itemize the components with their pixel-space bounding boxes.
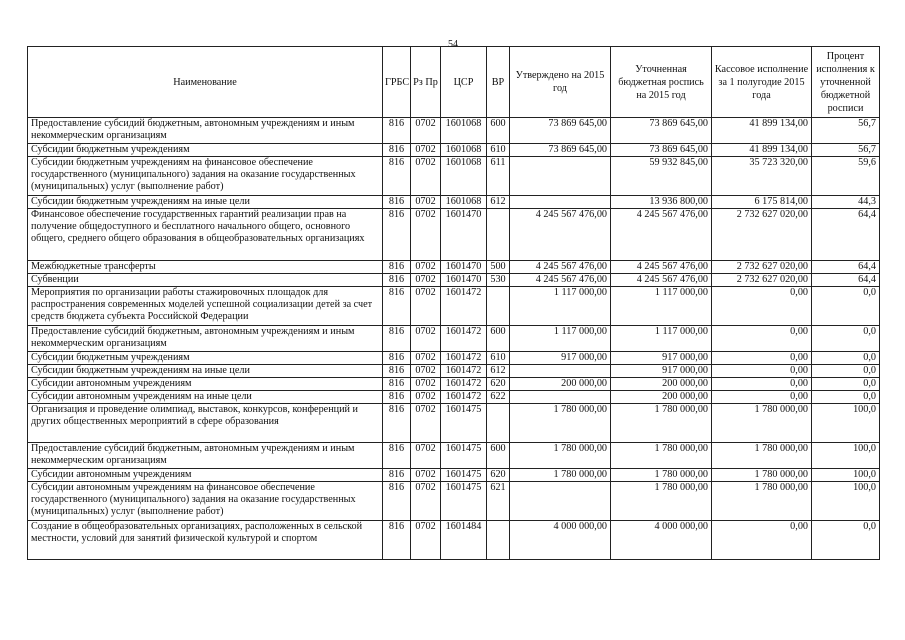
header-vr: ВР	[487, 47, 510, 118]
cell-vr: 610	[487, 144, 510, 157]
cell-vr: 620	[487, 378, 510, 391]
cell-approved: 73 869 645,00	[510, 144, 611, 157]
cell-percent: 56,7	[812, 118, 880, 144]
cell-csr: 1601068	[441, 118, 487, 144]
table-row	[28, 209, 880, 261]
cell-name: Организация и проведение олимпиад, выставок, конкурсов, конференций и других общественных мероприятий в сфере образования	[28, 404, 383, 443]
cell-grbs: 816	[383, 209, 411, 261]
cell-percent: 0,0	[812, 391, 880, 404]
cell-cash: 41 899 134,00	[712, 144, 812, 157]
table-row	[28, 482, 880, 521]
cell-name: Субсидии бюджетным учреждениям на иные цели	[28, 196, 383, 209]
cell-rzpr: 0702	[411, 261, 441, 274]
cell-percent: 0,0	[812, 352, 880, 365]
cell-approved: 1 780 000,00	[510, 469, 611, 482]
cell-name: Финансовое обеспечение государственных гарантий реализации прав на получение общедоступного и бесплатного начального общего, основного общего, среднего общего образования в общеобразовательных организациях	[28, 209, 383, 261]
cell-refined: 917 000,00	[611, 352, 712, 365]
cell-name: Предоставление субсидий бюджетным, автономным учреждениям и иным некоммерческим организациям	[28, 443, 383, 469]
cell-approved: 1 780 000,00	[510, 443, 611, 469]
cell-grbs: 816	[383, 469, 411, 482]
cell-approved	[510, 391, 611, 404]
cell-csr: 1601484	[441, 521, 487, 560]
cell-name: Субсидии автономным учреждениям на финансовое обеспечение государственного (муниципального) задания на оказание государственных (муниципальных) услуг (выполнение работ)	[28, 482, 383, 521]
cell-percent: 0,0	[812, 378, 880, 391]
cell-rzpr: 0702	[411, 157, 441, 196]
cell-rzpr: 0702	[411, 209, 441, 261]
cell-refined: 13 936 800,00	[611, 196, 712, 209]
table-header-row	[28, 47, 880, 118]
cell-vr: 610	[487, 352, 510, 365]
cell-rzpr: 0702	[411, 443, 441, 469]
cell-grbs: 816	[383, 261, 411, 274]
page-number: 54	[448, 39, 458, 50]
cell-refined: 200 000,00	[611, 391, 712, 404]
header-cash: Кассовое исполнение за 1 полугодие 2015 года	[712, 47, 812, 118]
cell-name: Субсидии бюджетным учреждениям	[28, 352, 383, 365]
cell-name: Предоставление субсидий бюджетным, автономным учреждениям и иным некоммерческим организациям	[28, 326, 383, 352]
cell-percent: 100,0	[812, 443, 880, 469]
cell-grbs: 816	[383, 352, 411, 365]
cell-percent: 0,0	[812, 326, 880, 352]
cell-vr	[487, 209, 510, 261]
cell-cash: 0,00	[712, 378, 812, 391]
cell-name: Субсидии автономным учреждениям	[28, 469, 383, 482]
cell-cash: 2 732 627 020,00	[712, 261, 812, 274]
table-row	[28, 521, 880, 560]
cell-refined: 4 245 567 476,00	[611, 209, 712, 261]
cell-percent: 100,0	[812, 404, 880, 443]
cell-name: Субсидии бюджетным учреждениям на иные цели	[28, 365, 383, 378]
cell-csr: 1601068	[441, 157, 487, 196]
cell-vr: 622	[487, 391, 510, 404]
table-row	[28, 443, 880, 469]
cell-grbs: 816	[383, 378, 411, 391]
cell-rzpr: 0702	[411, 482, 441, 521]
cell-name: Субсидии бюджетным учреждениям на финансовое обеспечение государственного (муниципального) задания на оказание государственных (муниципальных) услуг (выполнение работ)	[28, 157, 383, 196]
cell-approved: 4 245 567 476,00	[510, 209, 611, 261]
cell-grbs: 816	[383, 196, 411, 209]
cell-vr: 621	[487, 482, 510, 521]
cell-refined: 1 117 000,00	[611, 287, 712, 326]
cell-csr: 1601475	[441, 469, 487, 482]
table-row	[28, 196, 880, 209]
cell-grbs: 816	[383, 365, 411, 378]
cell-refined: 73 869 645,00	[611, 144, 712, 157]
cell-refined: 1 117 000,00	[611, 326, 712, 352]
header-name: Наименование	[28, 47, 383, 118]
cell-vr	[487, 287, 510, 326]
cell-approved: 4 000 000,00	[510, 521, 611, 560]
cell-grbs: 816	[383, 482, 411, 521]
cell-refined: 4 000 000,00	[611, 521, 712, 560]
cell-refined: 59 932 845,00	[611, 157, 712, 196]
cell-csr: 1601470	[441, 261, 487, 274]
cell-rzpr: 0702	[411, 352, 441, 365]
cell-cash: 1 780 000,00	[712, 404, 812, 443]
cell-csr: 1601475	[441, 482, 487, 521]
header-csr: ЦСР	[441, 47, 487, 118]
cell-refined: 200 000,00	[611, 378, 712, 391]
header-rzpr: Рз Пр	[411, 47, 441, 118]
cell-csr: 1601472	[441, 287, 487, 326]
cell-approved: 1 780 000,00	[510, 404, 611, 443]
cell-rzpr: 0702	[411, 365, 441, 378]
cell-approved: 917 000,00	[510, 352, 611, 365]
cell-percent: 0,0	[812, 287, 880, 326]
header-grbs: ГРБС	[383, 47, 411, 118]
cell-rzpr: 0702	[411, 196, 441, 209]
cell-csr: 1601475	[441, 443, 487, 469]
table-row	[28, 404, 880, 443]
cell-approved: 1 117 000,00	[510, 287, 611, 326]
cell-vr: 620	[487, 469, 510, 482]
cell-grbs: 816	[383, 157, 411, 196]
cell-csr: 1601470	[441, 209, 487, 261]
cell-percent: 56,7	[812, 144, 880, 157]
cell-cash: 35 723 320,00	[712, 157, 812, 196]
cell-rzpr: 0702	[411, 391, 441, 404]
cell-rzpr: 0702	[411, 404, 441, 443]
cell-approved	[510, 157, 611, 196]
cell-cash: 0,00	[712, 365, 812, 378]
cell-grbs: 816	[383, 287, 411, 326]
cell-refined: 4 245 567 476,00	[611, 261, 712, 274]
table-row	[28, 469, 880, 482]
header-refined: Уточненная бюджетная роспись на 2015 год	[611, 47, 712, 118]
cell-approved	[510, 482, 611, 521]
cell-grbs: 816	[383, 118, 411, 144]
cell-name: Мероприятия по организации работы стажировочных площадок для распространения современных моделей успешной социализации детей за счет средств бюджета субъекта Российской Федерации	[28, 287, 383, 326]
cell-refined: 917 000,00	[611, 365, 712, 378]
cell-vr: 600	[487, 443, 510, 469]
cell-cash: 2 732 627 020,00	[712, 274, 812, 287]
budget-table	[27, 46, 880, 560]
cell-cash: 0,00	[712, 287, 812, 326]
table-row	[28, 391, 880, 404]
table-row	[28, 274, 880, 287]
cell-percent: 100,0	[812, 469, 880, 482]
cell-vr: 611	[487, 157, 510, 196]
cell-percent: 59,6	[812, 157, 880, 196]
cell-cash: 41 899 134,00	[712, 118, 812, 144]
cell-vr: 600	[487, 118, 510, 144]
cell-grbs: 816	[383, 391, 411, 404]
cell-name: Субсидии бюджетным учреждениям	[28, 144, 383, 157]
cell-rzpr: 0702	[411, 274, 441, 287]
cell-csr: 1601472	[441, 352, 487, 365]
cell-cash: 0,00	[712, 352, 812, 365]
cell-vr: 530	[487, 274, 510, 287]
cell-grbs: 816	[383, 521, 411, 560]
cell-cash: 0,00	[712, 521, 812, 560]
cell-grbs: 816	[383, 404, 411, 443]
cell-vr: 600	[487, 326, 510, 352]
cell-percent: 100,0	[812, 482, 880, 521]
cell-percent: 64,4	[812, 274, 880, 287]
cell-csr: 1601472	[441, 326, 487, 352]
cell-cash: 0,00	[712, 391, 812, 404]
table-row	[28, 287, 880, 326]
cell-name: Межбюджетные трансферты	[28, 261, 383, 274]
cell-vr: 612	[487, 196, 510, 209]
cell-cash: 0,00	[712, 326, 812, 352]
cell-vr: 612	[487, 365, 510, 378]
cell-cash: 1 780 000,00	[712, 469, 812, 482]
cell-rzpr: 0702	[411, 287, 441, 326]
cell-csr: 1601475	[441, 404, 487, 443]
cell-rzpr: 0702	[411, 378, 441, 391]
table-row	[28, 157, 880, 196]
cell-cash: 2 732 627 020,00	[712, 209, 812, 261]
cell-approved: 73 869 645,00	[510, 118, 611, 144]
cell-csr: 1601470	[441, 274, 487, 287]
cell-vr	[487, 521, 510, 560]
cell-approved: 1 117 000,00	[510, 326, 611, 352]
cell-csr: 1601472	[441, 378, 487, 391]
cell-csr: 1601472	[441, 365, 487, 378]
cell-refined: 1 780 000,00	[611, 404, 712, 443]
cell-vr	[487, 404, 510, 443]
cell-csr: 1601068	[441, 144, 487, 157]
cell-rzpr: 0702	[411, 326, 441, 352]
cell-percent: 64,4	[812, 209, 880, 261]
cell-refined: 4 245 567 476,00	[611, 274, 712, 287]
table-row	[28, 261, 880, 274]
cell-refined: 1 780 000,00	[611, 443, 712, 469]
cell-name: Субсидии автономным учреждениям	[28, 378, 383, 391]
cell-refined: 1 780 000,00	[611, 482, 712, 521]
cell-name: Предоставление субсидий бюджетным, автономным учреждениям и иным некоммерческим организациям	[28, 118, 383, 144]
header-approved: Утверждено на 2015 год	[510, 47, 611, 118]
cell-name: Субвенции	[28, 274, 383, 287]
cell-approved	[510, 365, 611, 378]
table-row	[28, 352, 880, 365]
cell-grbs: 816	[383, 144, 411, 157]
cell-approved	[510, 196, 611, 209]
cell-csr: 1601472	[441, 391, 487, 404]
cell-name: Создание в общеобразовательных организациях, расположенных в сельской местности, условий для занятий физической культурой и спортом	[28, 521, 383, 560]
cell-percent: 0,0	[812, 521, 880, 560]
cell-cash: 1 780 000,00	[712, 482, 812, 521]
cell-grbs: 816	[383, 326, 411, 352]
cell-rzpr: 0702	[411, 118, 441, 144]
cell-percent: 44,3	[812, 196, 880, 209]
table-row	[28, 365, 880, 378]
cell-vr: 500	[487, 261, 510, 274]
cell-percent: 64,4	[812, 261, 880, 274]
cell-name: Субсидии автономным учреждениям на иные цели	[28, 391, 383, 404]
cell-grbs: 816	[383, 274, 411, 287]
table-row	[28, 118, 880, 144]
cell-rzpr: 0702	[411, 521, 441, 560]
cell-rzpr: 0702	[411, 469, 441, 482]
cell-csr: 1601068	[441, 196, 487, 209]
cell-approved: 200 000,00	[510, 378, 611, 391]
table-row	[28, 378, 880, 391]
cell-refined: 73 869 645,00	[611, 118, 712, 144]
cell-approved: 4 245 567 476,00	[510, 274, 611, 287]
cell-cash: 6 175 814,00	[712, 196, 812, 209]
cell-refined: 1 780 000,00	[611, 469, 712, 482]
cell-cash: 1 780 000,00	[712, 443, 812, 469]
table-row	[28, 326, 880, 352]
cell-percent: 0,0	[812, 365, 880, 378]
cell-approved: 4 245 567 476,00	[510, 261, 611, 274]
header-percent: Процент исполнения к уточненной бюджетной росписи	[812, 47, 880, 118]
table-row	[28, 144, 880, 157]
cell-grbs: 816	[383, 443, 411, 469]
table-body	[28, 118, 880, 560]
cell-rzpr: 0702	[411, 144, 441, 157]
